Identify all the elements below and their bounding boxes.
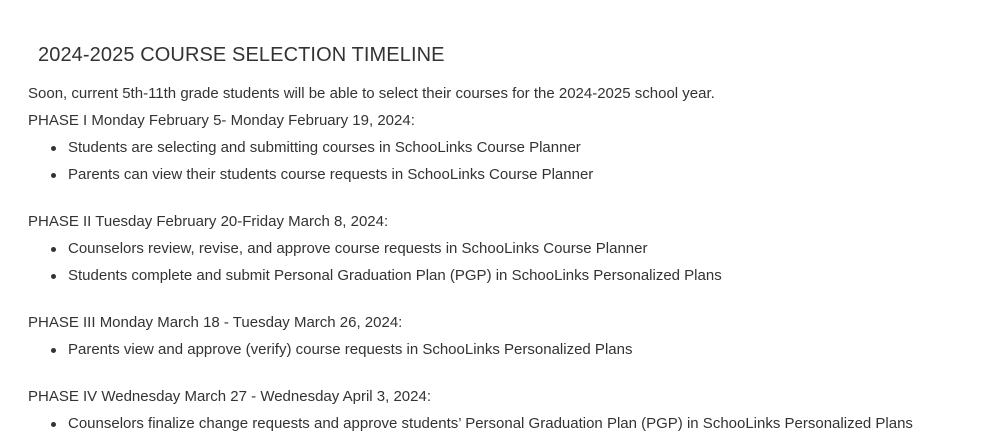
phase-4 <box>28 383 978 437</box>
phase-heading: PHASE IV Wednesday March 27 - Wednesday April 3, 2024: <box>28 388 431 405</box>
phase-3 <box>28 309 978 363</box>
list-item: Parents can view their students course requests in SchooLinks Course Planner <box>68 161 978 188</box>
phase-heading: PHASE III Monday March 18 - Tuesday March 26, 2024: <box>28 314 403 331</box>
list-item: Counselors finalize change requests and approve students’ Personal Graduation Plan (PGP) in SchooLinks Personalized Plans <box>68 410 978 437</box>
intro-text: Soon, current 5th-11th grade students will be able to select their courses for the 2024-2025 school year. <box>28 85 715 102</box>
phase-item-list <box>28 235 978 289</box>
phase-heading: PHASE I Monday February 5- Monday February 19, 2024: <box>28 112 415 129</box>
list-item: Parents view and approve (verify) course requests in SchooLinks Personalized Plans <box>68 336 978 363</box>
phase-item-list <box>28 336 978 363</box>
list-item: Students complete and submit Personal Graduation Plan (PGP) in SchooLinks Personalized Plans <box>68 262 978 289</box>
phase-2 <box>28 208 978 289</box>
phase-heading: PHASE II Tuesday February 20-Friday March 8, 2024: <box>28 213 389 230</box>
list-item: Students are selecting and submitting courses in SchooLinks Course Planner <box>68 134 978 161</box>
phase-item-list <box>28 410 978 437</box>
phase-1 <box>28 107 978 188</box>
list-item: Counselors review, revise, and approve course requests in SchooLinks Course Planner <box>68 235 978 262</box>
page-title: 2024-2025 COURSE SELECTION TIMELINE <box>38 44 445 66</box>
timeline-content <box>28 42 978 437</box>
phase-item-list <box>28 134 978 188</box>
